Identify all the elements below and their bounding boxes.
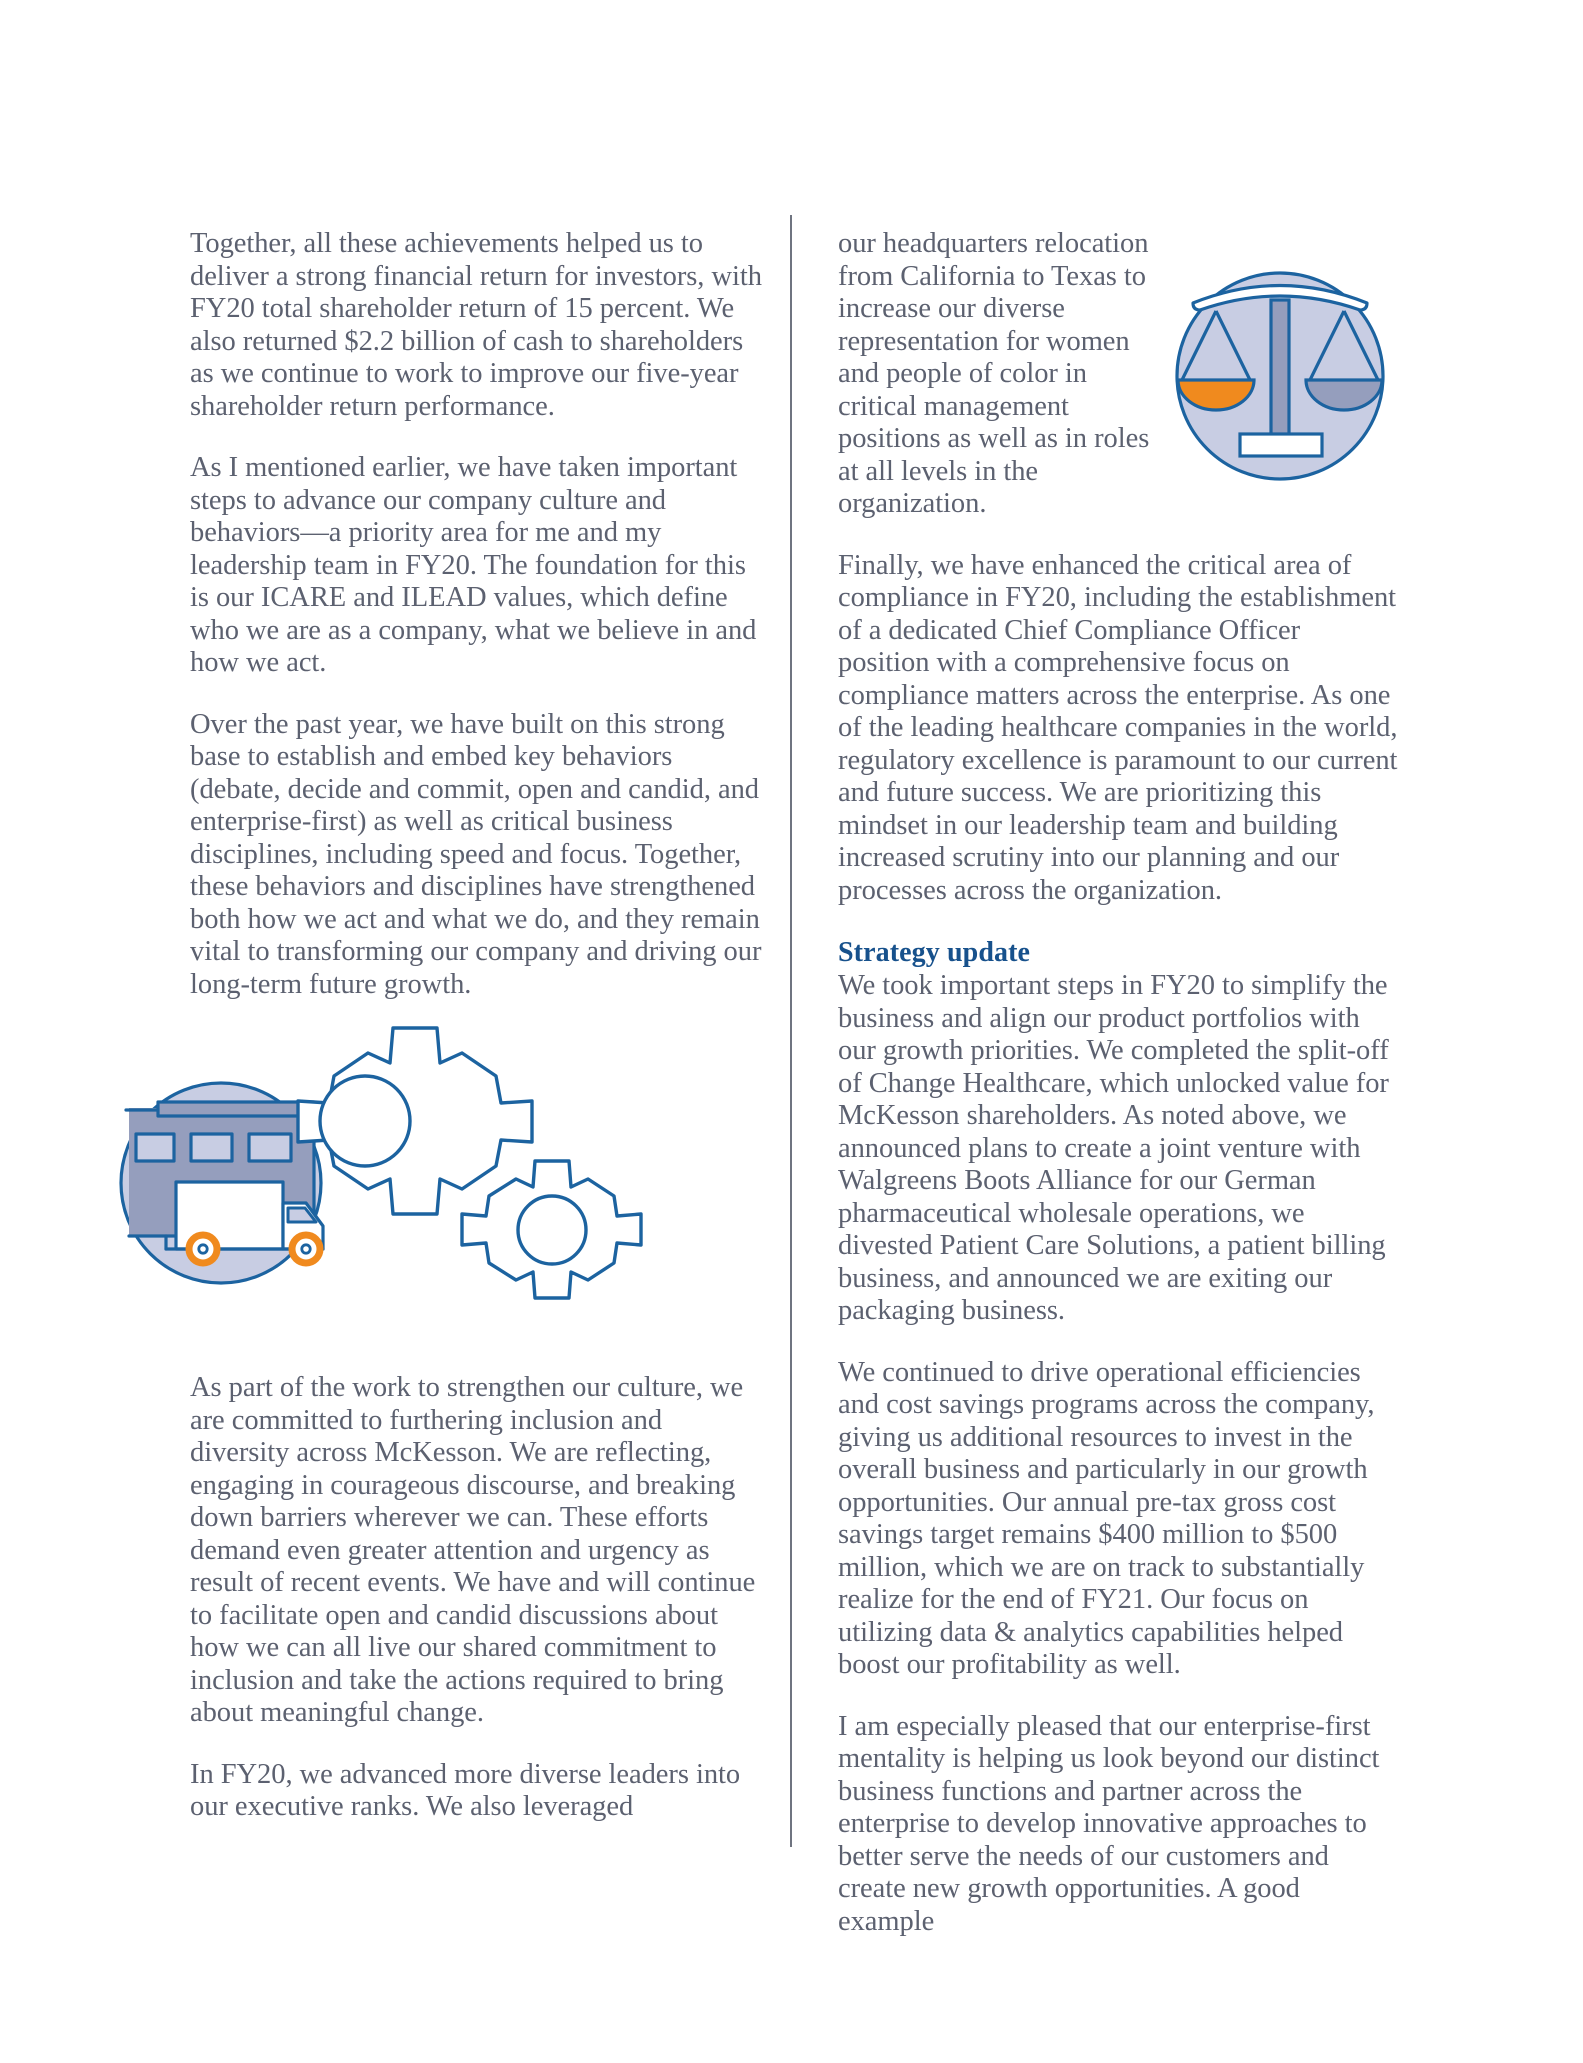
balance-scales-illustration (1162, 252, 1398, 488)
paragraph: We took important steps in FY20 to simplify the business and align our product portfolios with our growth priorities. We completed the split-off of Change Healthcare, which unlocked value for McKesson shareholders. As noted above, we announced plans to create a joint venture with Walgreens Boots Alliance for our German pharmaceutical wholesale operations, we divested Patient Care Solutions, a patient billing business, and announced we are exiting our packaging business. (838, 970, 1389, 1326)
column-divider (790, 215, 792, 1847)
paragraph: As I mentioned earlier, we have taken important steps to advance our company culture and behaviors—a priority area for me and my leadership team in FY20. The foundation for this is our ICARE and ILEAD values, which define who we are as a company, what we believe in and how we act. (190, 452, 757, 678)
paragraph: I am especially pleased that our enterprise-first mentality is helping us look beyond our distinct business functions and partner across the enterprise to develop innovative approaches to better serve the needs of our customers and create new growth opportunities. A good example (838, 1710, 1380, 1937)
section-heading-strategy-update: Strategy update (838, 937, 1031, 968)
right-column (838, 228, 1398, 1938)
paragraph: In FY20, we advanced more diverse leaders into our executive ranks. We also leveraged (190, 1758, 741, 1822)
paragraph: Together, all these achievements helped us to deliver a strong financial return for investors, with FY20 total shareholder return of 15 percent. We also returned $2.2 billion of cash to shareholders as we continue to work to improve our five-year shareholder return performance. (190, 228, 762, 422)
paragraph: We continued to drive operational efficiencies and cost savings programs across the company, giving us additional resources to invest in the overall business and particularly in our growth opportunities. Our annual pre-tax gross cost savings target remains $400 million to $500 million, which we are on track to substantially realize for the end of FY21. Our focus on utilizing data & analytics capabilities helped boost our profitability as well. (838, 1356, 1375, 1680)
warehouse-truck-gears-illustration (118, 998, 643, 1333)
paragraph: Over the past year, we have built on this strong base to establish and embed key behaviors (debate, decide and commit, open and candid, and enterprise-first) as well as critical business disciplines, including speed and focus. Together, these behaviors and disciplines have strengthened both how we act and what we do, and they remain vital to transforming our company and driving our long-term future growth. (190, 708, 762, 1000)
left-column-bottom (190, 1372, 765, 1824)
left-column-top (190, 228, 765, 1001)
paragraph: our headquarters relocation from California to Texas to increase our diverse representation for women and people of color in critical management positions as well as in roles at all levels in the organization. (838, 228, 1150, 519)
paragraph: As part of the work to strengthen our culture, we are committed to furthering inclusion and diversity across McKesson. We are reflecting, engaging in courageous discourse, and breaking down barriers wherever we can. These efforts demand even greater attention and urgency as result of recent events. We have and will continue to facilitate open and candid discussions about how we can all live our shared commitment to inclusion and take the actions required to bring about meaningful change. (190, 1372, 756, 1728)
paragraph: Finally, we have enhanced the critical area of compliance in FY20, including the establishment of a dedicated Chief Compliance Officer position with a comprehensive focus on compliance matters across the enterprise. As one of the leading healthcare companies in the world, regulatory excellence is paramount to our current and future success. We are prioritizing this mindset in our leadership team and building increased scrutiny into our planning and our processes across the organization. (838, 549, 1398, 906)
